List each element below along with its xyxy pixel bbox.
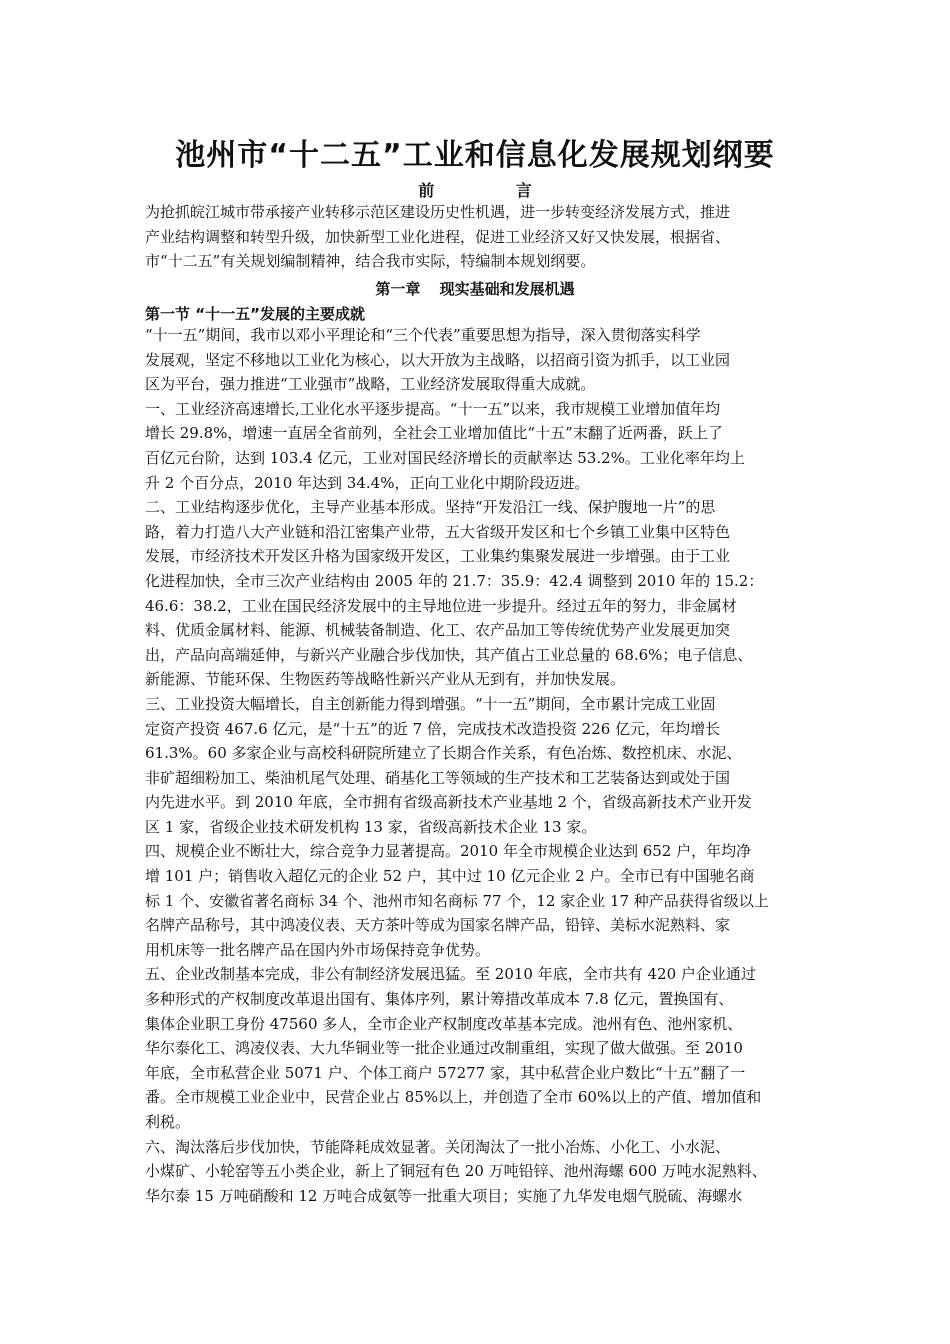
text-line: 61.3%。60 多家企业与高校科研院所建立了长期合作关系，有色冶炼、数控机床、水泥、 (145, 744, 742, 763)
text-line: 利税。 (145, 1113, 191, 1131)
text-line: 番。全市规模工业企业中，民营企业占 85%以上，并创造了全市 60%以上的产值、增加值和 (145, 1088, 762, 1107)
text-line: 发展观，坚定不移地以工业化为核心，以大开放为主战略，以招商引资为抓手，以工业园 (145, 350, 731, 369)
preface-line: 市“十二五”有关规划编制精神，结合我市实际，特编制本规划纲要。 (145, 252, 596, 271)
text-line: 内先进水平。到 2010 年底，全市拥有省级高新技术产业基地 2 个，省级高新技术产业开发 (145, 793, 752, 812)
text-line: 升 2 个百分点，2010 年达到 34.4%，正向工业化中期阶段迈进。 (145, 473, 590, 492)
preface-paragraph (145, 200, 815, 274)
text-line: 非矿超细粉加工、柴油机尾气处理、硝基化工等领域的生产技术和工艺装备达到或处于国 (145, 768, 731, 787)
body-text (145, 323, 815, 1208)
text-line: 化进程加快，全市三次产业结构由 2005 年的 21.7：35.9：42.4 调整到 2010 年的 15.2： (145, 571, 764, 590)
text-line: 区为平台，强力推进“工业强市”战略，工业经济发展取得重大成就。 (145, 375, 596, 394)
text-line: 多种形式的产权制度改革退出国有、集体序列，累计筹措改革成本 7.8 亿元，置换国有、 (145, 990, 734, 1009)
text-line: 路，着力打造八大产业链和沿江密集产业带，五大省级开发区和七个乡镇工业集中区特色 (145, 522, 731, 541)
text-line: 二、工业结构逐步优化，主导产业基本形成。坚持“开发沿江一线、保护腹地一片”的思 (145, 498, 716, 517)
preface-heading: 前 言 (418, 181, 570, 200)
chapter-heading: 第一章 现实基础和发展机遇 (375, 280, 575, 298)
text-line: 百亿元台阶，达到 103.4 亿元，工业对国民经济增长的贡献率达 53.2%。工业化率年均上 (145, 448, 745, 467)
text-line: 一、工业经济高速增长,工业化水平逐步提高。“十一五”以来，我市规模工业增加值年均 (145, 399, 721, 418)
text-line: 华尔泰 15 万吨硝酸和 12 万吨合成氨等一批重大项目；实施了九华发电烟气脱硫、海螺水 (145, 1186, 743, 1205)
text-line: 用机床等一批名牌产品在国内外市场保持竞争优势。 (145, 940, 491, 959)
text-line: 料、优质金属材料、能源、机械装备制造、化工、农产品加工等传统优势产业发展更加突 (145, 621, 731, 640)
text-line: 四、规模企业不断壮大，综合竞争力显著提高。2010 年全市规模企业达到 652 户，年均净 (145, 842, 752, 861)
text-line: “十一五”期间，我市以邓小平理论和“三个代表”重要思想为指导，深入贯彻落实科学 (145, 326, 701, 344)
text-line: 发展，市经济技术开发区升格为国家级开发区，工业集约集聚发展进一步增强。由于工业 (145, 547, 731, 566)
section-heading: 第一节 “十一五”发展的主要成就 (145, 305, 365, 323)
text-line: 新能源、节能环保、生物医药等战略性新兴产业从无到有，并加快发展。 (145, 670, 626, 689)
text-line: 华尔泰化工、鸿凌仪表、大九华铜业等一批企业通过改制重组，实现了做大做强。至 2010 (145, 1039, 743, 1058)
text-line: 集体企业职工身份 47560 多人，全市企业产权制度改革基本完成。池州有色、池州家机、 (145, 1014, 743, 1033)
text-line: 小煤矿、小轮窑等五小类企业，新上了铜冠有色 20 万吨铅锌、池州海螺 600 万吨水泥熟料、 (145, 1162, 767, 1181)
text-line: 增 101 户；销售收入超亿元的企业 52 户，其中过 10 亿元企业 2 户。全市已有中国驰名商 (145, 867, 755, 886)
text-line: 六、淘汰落后步伐加快，节能降耗成效显著。关闭淘汰了一批小冶炼、小化工、小水泥、 (145, 1137, 731, 1156)
document-title: 池州市“十二五”工业和信息化发展规划纲要 (175, 138, 775, 173)
text-line: 46.6：38.2，工业在国民经济发展中的主导地位进一步提升。经过五年的努力，非金属材 (145, 596, 737, 615)
preface-line: 产业结构调整和转型升级，加快新型工业化进程，促进工业经济又好又快发展，根据省、 (145, 227, 731, 246)
text-line: 三、工业投资大幅增长，自主创新能力得到增强。“十一五”期间，全市累计完成工业固 (145, 694, 716, 713)
preface-line: 为抢抓皖江城市带承接产业转移示范区建设历史性机遇，进一步转变经济发展方式，推进 (145, 203, 731, 221)
text-line: 增长 29.8%，增速一直居全省前列，全社会工业增加值比“十五”末翻了近两番，跃上了 (145, 424, 723, 443)
text-line: 区 1 家，省级企业技术研发机构 13 家，省级高新技术企业 13 家。 (145, 817, 597, 836)
text-line: 出，产品向高端延伸，与新兴产业融合步伐加快，其产值占工业总量的 68.6%；电子信息、 (145, 645, 753, 664)
text-line: 标 1 个、安徽省著名商标 34 个、池州市知名商标 77 个，12 家企业 17 种产品获得省级以上 (145, 891, 769, 910)
text-line: 定资产投资 467.6 亿元，是“十五”的近 7 倍，完成技术改造投资 226 亿元，年均增长 (145, 719, 721, 738)
text-line: 五、企业改制基本完成，非公有制经济发展迅猛。至 2010 年底，全市共有 420 户企业通过 (145, 965, 756, 984)
text-line: 名牌产品称号，其中鸿凌仪表、天方茶叶等成为国家名牌产品，铅锌、美标水泥熟料、家 (145, 916, 731, 935)
text-line: 年底，全市私营企业 5071 户、个体工商户 57277 家，其中私营企业户数比“十五”翻了一 (145, 1063, 746, 1082)
